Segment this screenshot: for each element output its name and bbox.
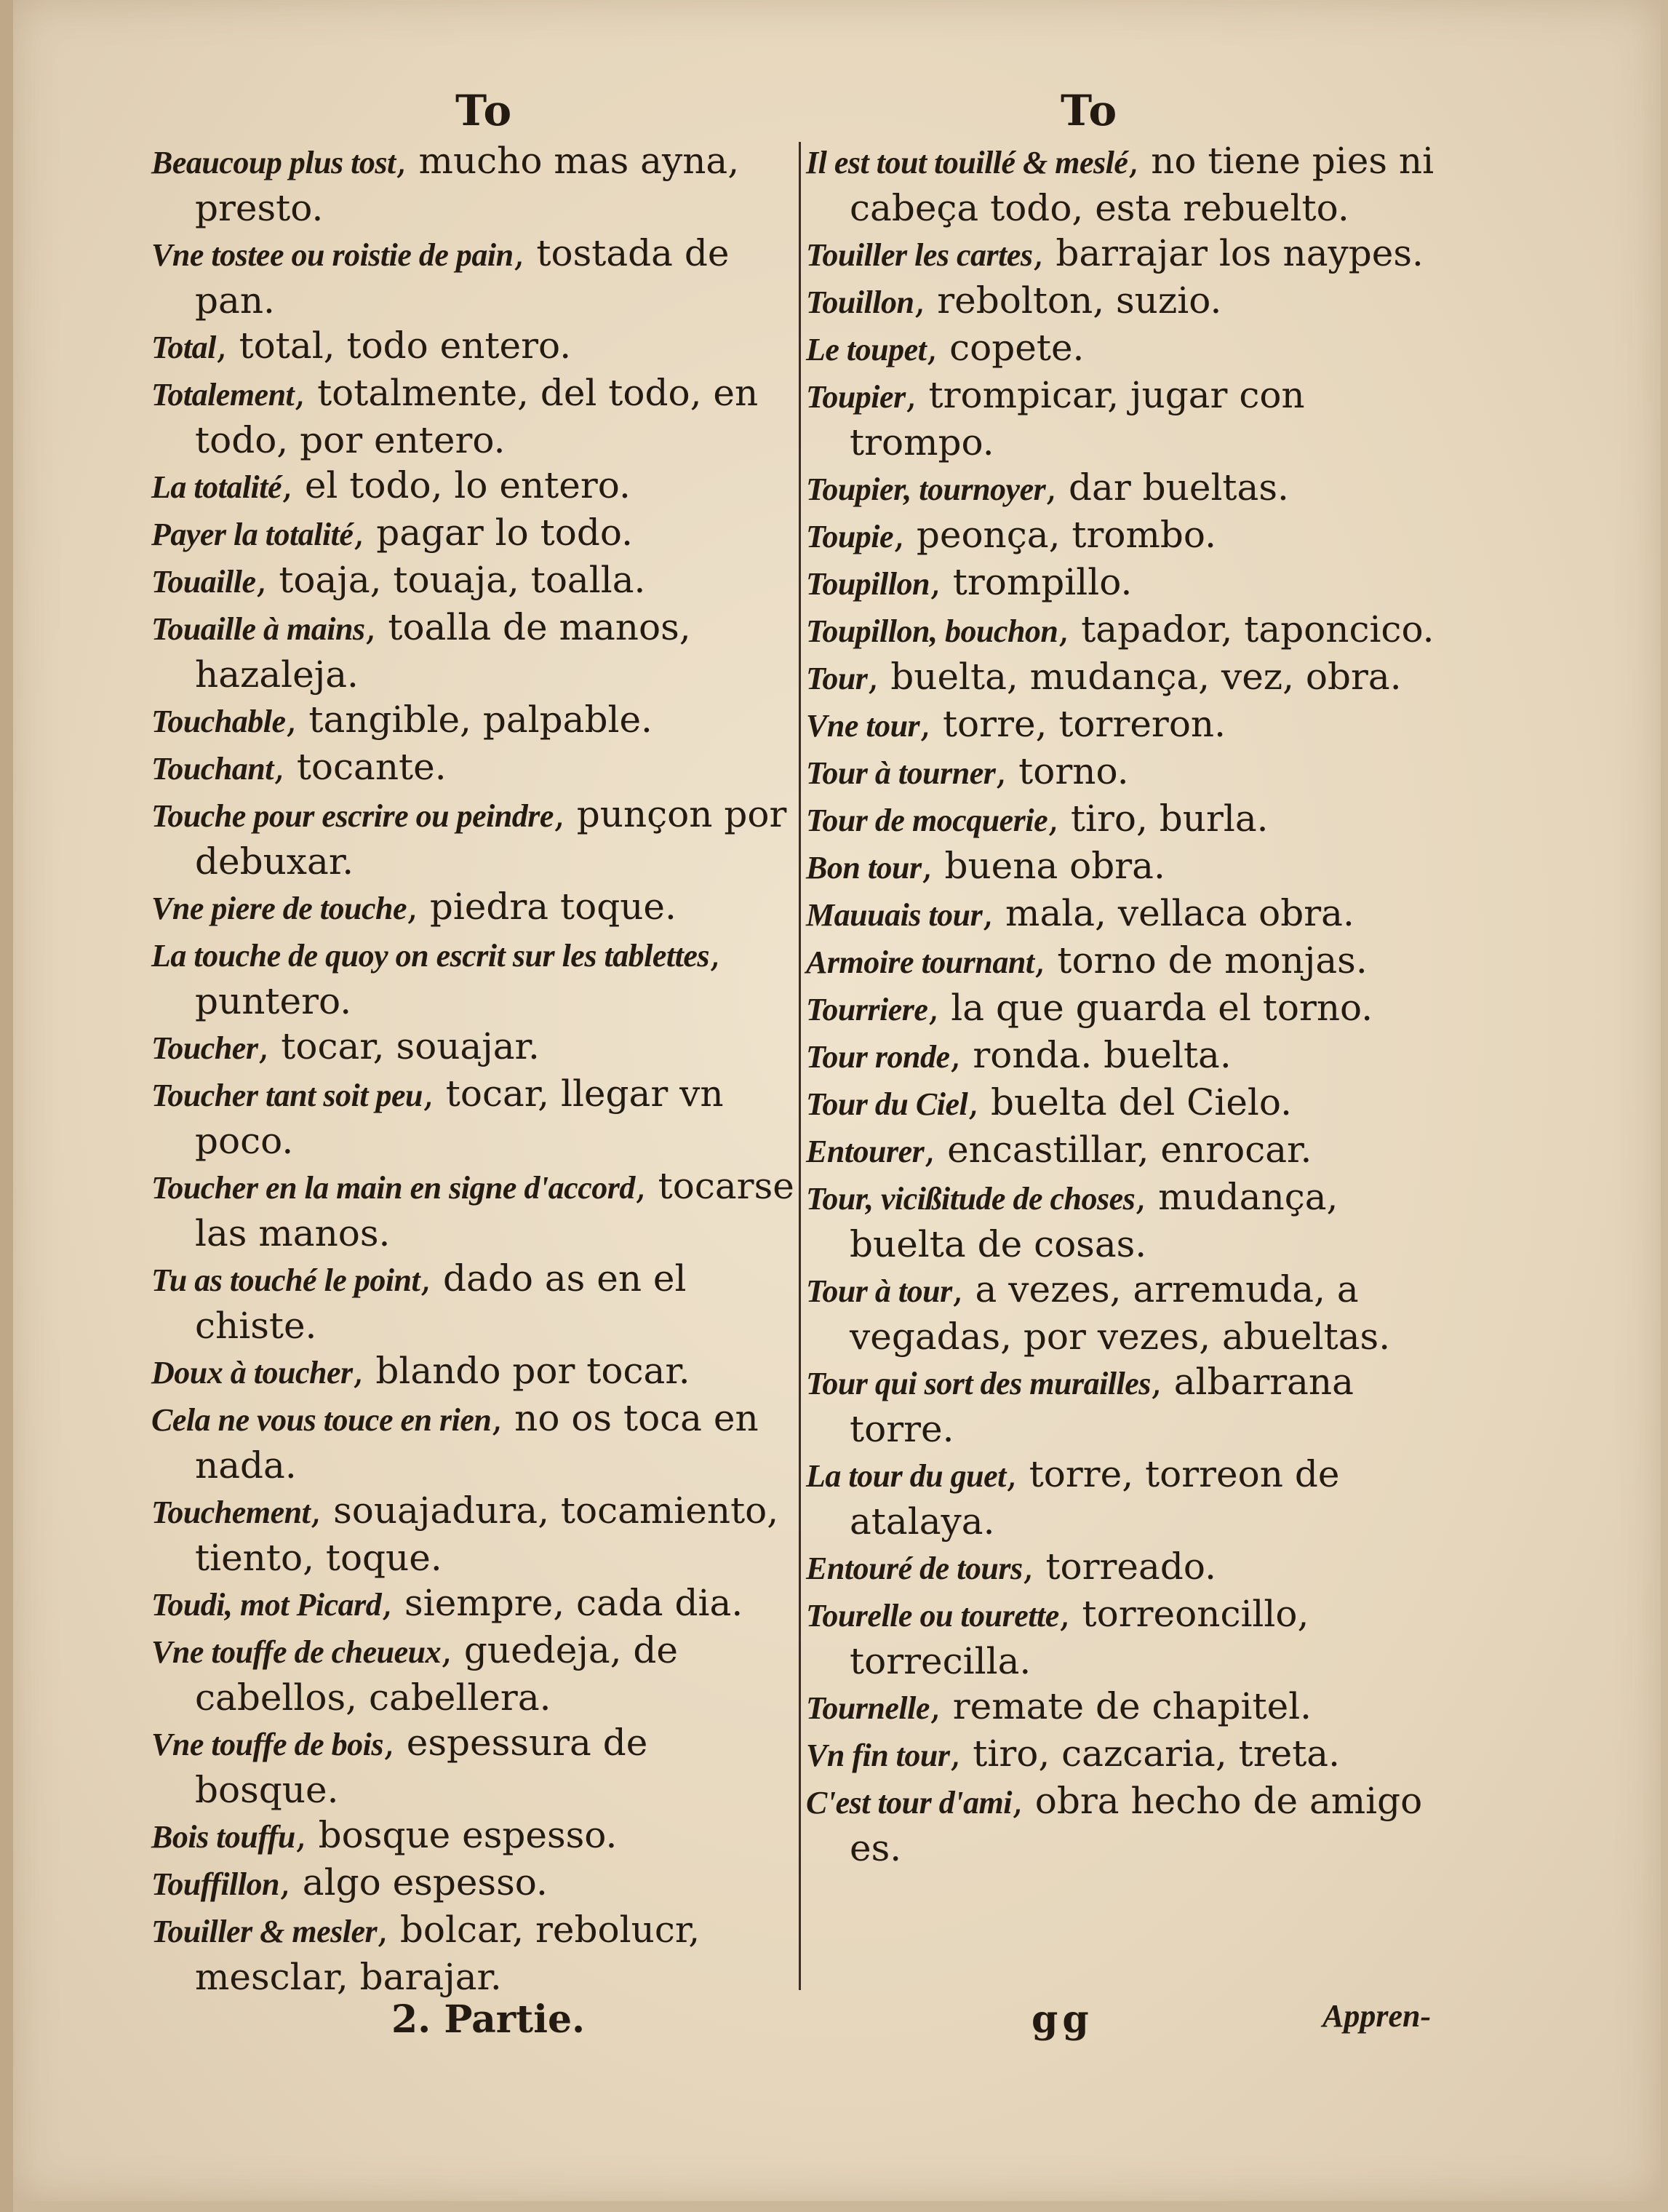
entry-definition: no os toca en nada. [195,1397,759,1487]
entry-definition: tostada de pan. [195,232,730,322]
signature-mark: 2. Partie. [391,1997,586,2042]
entry-headword: La totalité [151,469,282,505]
dictionary-entry [806,1174,1461,1267]
entry-separator: , [1058,608,1082,651]
entry-separator: , [352,1350,376,1392]
entry-definition: mala, vellaca obra. [1005,892,1354,934]
entry-definition: guedeja, de cabellos, cabellera. [195,1629,679,1719]
dictionary-entry [151,931,799,1024]
entry-headword: Touillon [806,285,914,320]
entry-definition: obra hecho de amigo es. [850,1780,1423,1869]
entry-definition: ronda. buelta. [973,1034,1232,1076]
running-header-right: To [1061,86,1119,135]
dictionary-entry [151,1163,799,1256]
entry-headword: Touiller & mesler [151,1914,378,1949]
dictionary-entry [806,373,1461,465]
entry-separator: , [310,1489,334,1532]
entry-definition: torno de monjas. [1057,939,1368,982]
page-edge [0,0,13,2212]
dictionary-entry [151,1024,799,1071]
entry-definition: blando por tocar. [375,1350,690,1392]
entry-definition: souajadura, tocamiento, tiento, toque. [195,1489,779,1579]
dictionary-entry [151,1720,799,1813]
entry-headword: Toupier, tournoyer [806,472,1046,507]
entry-separator: , [893,514,917,556]
entry-separator: , [353,512,377,554]
entry-definition: dar bueltas. [1069,466,1289,509]
entry-headword: Payer la totalité [151,517,354,552]
dictionary-entry [151,1628,799,1720]
entry-separator: , [553,793,577,835]
entry-headword: C'est tour d'ami [806,1785,1012,1821]
dictionary-entry [151,463,799,510]
entry-definition: siempre, cada dia. [404,1582,743,1624]
entry-headword: Mauuais tour [806,897,983,933]
entry-headword: Vne piere de touche [151,891,407,926]
dictionary-entry [151,1907,799,2000]
entry-separator: , [377,1909,400,1951]
entry-separator: , [513,232,537,274]
entry-headword: Totalement [151,377,295,413]
dictionary-entry [151,370,799,463]
entry-headword: La tour du guet [806,1458,1006,1494]
entry-definition: bosque espesso. [318,1814,618,1856]
entry-definition: torno. [1018,750,1129,792]
entry-definition: tiro, cazcaria, treta. [973,1732,1340,1775]
entry-separator: , [491,1397,515,1439]
dictionary-entry [151,1348,799,1396]
entry-separator: , [441,1629,464,1671]
entry-headword: Toudi, mot Picard [151,1587,382,1623]
entry-headword: Toupie [806,519,894,554]
entry-definition: buelta, mudança, vez, obra. [890,656,1402,698]
entry-headword: Touchable [151,704,286,739]
entry-headword: Vne touffe de bois [151,1727,383,1762]
dictionary-entry [806,1267,1461,1359]
entry-definition: toalla de manos, hazaleja. [195,606,691,696]
entry-separator: , [215,325,239,367]
catchword: Appren- [1322,1998,1432,2034]
entry-definition: el todo, lo entero. [304,464,631,506]
entry-headword: Vn fin tour [806,1738,950,1773]
dictionary-entry [151,1256,799,1348]
entry-headword: Toupier [806,379,906,415]
dictionary-entry [806,1033,1461,1080]
entry-definition: torre, torreron. [942,703,1226,745]
dictionary-entry [806,938,1461,985]
entry-headword: Tourelle ou tourette [806,1598,1059,1634]
entry-separator: , [1045,466,1069,509]
entry-separator: , [949,1732,973,1775]
entry-headword: Touffillon [151,1866,279,1902]
dictionary-entry [151,138,799,231]
entry-definition: dado as en el chiste. [195,1257,687,1347]
entry-headword: Total [151,330,216,365]
entry-separator: , [919,703,943,745]
entry-separator: , [1011,1780,1035,1822]
entry-headword: Tour qui sort des murailles [806,1366,1151,1401]
entry-headword: Touche pour escrire ou peindre [151,798,554,834]
entry-headword: Toupillon, bouchon [806,613,1058,649]
entry-headword: Il est tout touillé & meslé [806,145,1128,180]
entry-separator: , [1034,939,1058,982]
entry-headword: Vne touffe de cheueux [151,1634,442,1670]
running-header-left: To [455,86,514,135]
dictionary-entry [806,1778,1461,1871]
entry-headword: Toucher en la main en signe d'accord [151,1170,635,1206]
dictionary-entry [806,278,1461,325]
entry-definition: bolcar, rebolucr, mesclar, barajar. [195,1909,701,1998]
entry-separator: , [929,561,953,603]
entry-separator: , [967,1081,991,1123]
entry-headword: Tour, vicißitude de choses [806,1181,1136,1217]
entry-separator: , [634,1165,658,1207]
entry-definition: totalmente, del todo, en todo, por entero. [195,372,759,461]
dictionary-entry [806,1591,1461,1684]
entry-definition: barrajar los naypes. [1056,232,1424,274]
entry-headword: Bon tour [806,850,922,886]
entry-headword: Cela ne vous touce en rien [151,1402,492,1438]
entry-definition: trompicar, jugar con trompo. [850,374,1305,464]
entry-definition: tangible, palpable. [308,699,653,741]
entry-separator: , [420,1257,444,1300]
entry-separator: , [927,987,951,1029]
dictionary-entry [806,1452,1461,1544]
entry-separator: , [364,606,388,648]
entry-headword: Vne tostee ou roistie de pain [151,237,514,273]
entry-definition: copete. [949,327,1085,369]
entry-definition: tocar, llegar vn poco. [195,1073,724,1162]
gathering-mark: gg [1031,1997,1093,2042]
dictionary-entry [151,1860,799,1907]
entry-headword: Bois touffu [151,1819,295,1855]
entry-separator: , [381,1582,405,1624]
entry-headword: Entourer [806,1134,925,1169]
entry-separator: , [1135,1176,1159,1218]
entry-separator: , [383,1722,407,1764]
entry-headword: Tour du Ciel [806,1086,968,1122]
dictionary-entry [151,1580,799,1628]
entry-definition: punçon por debuxar. [195,793,787,883]
entry-headword: Touaille [151,564,256,600]
entry-headword: Entouré de tours [806,1551,1023,1586]
dictionary-entry [806,1359,1461,1452]
dictionary-entry [151,1071,799,1163]
dictionary-column-right [806,138,1461,1871]
entry-headword: Tour [806,661,868,696]
entry-separator: , [1058,1593,1082,1635]
dictionary-entry [151,510,799,557]
entry-headword: Toucher tant soit peu [151,1078,423,1113]
entry-definition: a vezes, arremuda, a vegadas, por vezes, abueltas. [850,1268,1391,1358]
entry-headword: Tourriere [806,992,928,1027]
entry-definition: rebolton, suzio. [937,279,1222,322]
entry-headword: Touchant [151,751,274,787]
entry-definition: piedra toque. [429,886,677,928]
dictionary-entry [151,744,799,792]
entry-separator: , [951,1268,975,1310]
entry-headword: Toupillon [806,566,930,602]
dictionary-entry [806,749,1461,796]
entry-definition: tocante. [296,746,447,788]
entry-headword: Touaille à mains [151,611,365,647]
entry-definition: torreoncillo, torrecilla. [850,1593,1309,1682]
entry-headword: Tu as touché le point [151,1262,420,1298]
entry-definition: total, todo entero. [239,325,572,367]
dictionary-entry [806,1080,1461,1127]
dictionary-entry [806,560,1461,607]
entry-definition: mudança, buelta de cosas. [850,1176,1338,1265]
entry-definition: torre, torreon de atalaya. [850,1453,1340,1543]
dictionary-entry [151,323,799,370]
entry-separator: , [422,1073,446,1115]
entry-separator: , [295,1814,319,1856]
dictionary-entry [806,325,1461,373]
dictionary-entry [806,465,1461,512]
entry-headword: Tour à tourner [806,755,996,791]
entry-headword: Armoire tournant [806,944,1034,980]
entry-separator: , [274,746,297,788]
entry-separator: , [294,372,318,414]
entry-headword: Touiller les cartes [806,237,1033,273]
book-page [13,0,1661,2201]
entry-separator: , [709,933,721,975]
entry-headword: Tour à tour [806,1273,952,1309]
entry-definition: toaja, touaja, toalla. [279,559,646,601]
dictionary-entry [806,1731,1461,1778]
entry-separator: , [395,140,419,182]
entry-definition: algo espesso. [302,1861,548,1903]
entry-separator: , [407,886,430,928]
entry-definition: trompillo. [952,561,1133,603]
dictionary-entry [151,1396,799,1488]
entry-separator: , [905,374,929,416]
entry-separator: , [926,327,950,369]
dictionary-entry [151,1813,799,1860]
entry-separator: , [255,559,279,601]
entry-separator: , [982,892,1006,934]
dictionary-entry [806,1544,1461,1591]
entry-definition: albarrana torre. [850,1361,1354,1450]
entry-headword: La touche de quoy on escrit sur les tablettes [151,938,710,974]
dictionary-entry [151,557,799,605]
entry-definition: buelta del Cielo. [991,1081,1293,1123]
dictionary-entry [151,1488,799,1580]
dictionary-entry [806,607,1461,654]
entry-separator: , [867,656,891,698]
entry-definition: peonça, trombo. [916,514,1216,556]
dictionary-entry [806,701,1461,749]
dictionary-entry [151,605,799,697]
entry-headword: Vne tour [806,708,920,744]
entry-separator: , [285,699,309,741]
entry-definition: espessura de bosque. [195,1722,648,1811]
entry-definition: remate de chapitel. [952,1685,1312,1727]
entry-separator: , [1032,232,1056,274]
dictionary-entry [151,884,799,931]
entry-separator: , [924,1129,948,1171]
dictionary-column-left [151,138,799,2000]
entry-separator: , [1005,1453,1029,1495]
dictionary-entry [806,1127,1461,1174]
entry-headword: Toucher [151,1030,258,1066]
entry-headword: Doux à toucher [151,1355,353,1391]
column-divider [799,142,801,1990]
entry-definition: pagar lo todo. [376,512,633,554]
dictionary-entry [151,792,799,884]
entry-headword: Tour ronde [806,1039,950,1075]
entry-separator: , [929,1685,953,1727]
entry-separator: , [1048,797,1071,840]
entry-separator: , [1128,140,1152,182]
dictionary-entry [806,231,1461,278]
entry-definition: mucho mas ayna, presto. [195,140,740,229]
entry-headword: Tournelle [806,1690,930,1726]
entry-separator: , [914,279,938,322]
dictionary-entry [806,891,1461,938]
entry-definition: tocarse las manos. [195,1165,794,1254]
entry-separator: , [1022,1545,1046,1588]
entry-definition: la que guarda el torno. [951,987,1373,1029]
dictionary-entry [806,985,1461,1033]
dictionary-entry [151,697,799,744]
entry-definition: torreado. [1045,1545,1216,1588]
dictionary-entry [806,512,1461,560]
entry-definition: puntero. [195,980,352,1022]
entry-definition: buena obra. [944,845,1165,887]
entry-separator: , [921,845,945,887]
dictionary-entry [806,843,1461,891]
dictionary-entry [806,796,1461,843]
entry-separator: , [279,1861,303,1903]
dictionary-entry [806,654,1461,701]
entry-separator: , [995,750,1019,792]
entry-headword: Le toupet [806,332,927,367]
entry-separator: , [949,1034,973,1076]
dictionary-entry [806,1684,1461,1731]
entry-definition: no tiene pies ni cabeça todo, esta rebuelto. [850,140,1434,229]
entry-separator: , [282,464,305,506]
entry-separator: , [1150,1361,1174,1403]
entry-headword: Beaucoup plus tost [151,145,396,180]
dictionary-entry [806,138,1461,231]
entry-definition: tocar, souajar. [281,1025,540,1067]
entry-definition: tapador, taponcico. [1081,608,1434,651]
entry-separator: , [258,1025,282,1067]
entry-headword: Tour de mocquerie [806,803,1048,838]
entry-headword: Touchement [151,1495,311,1530]
dictionary-entry [151,231,799,323]
entry-definition: tiro, burla. [1070,797,1269,840]
entry-definition: encastillar, enrocar. [947,1129,1312,1171]
